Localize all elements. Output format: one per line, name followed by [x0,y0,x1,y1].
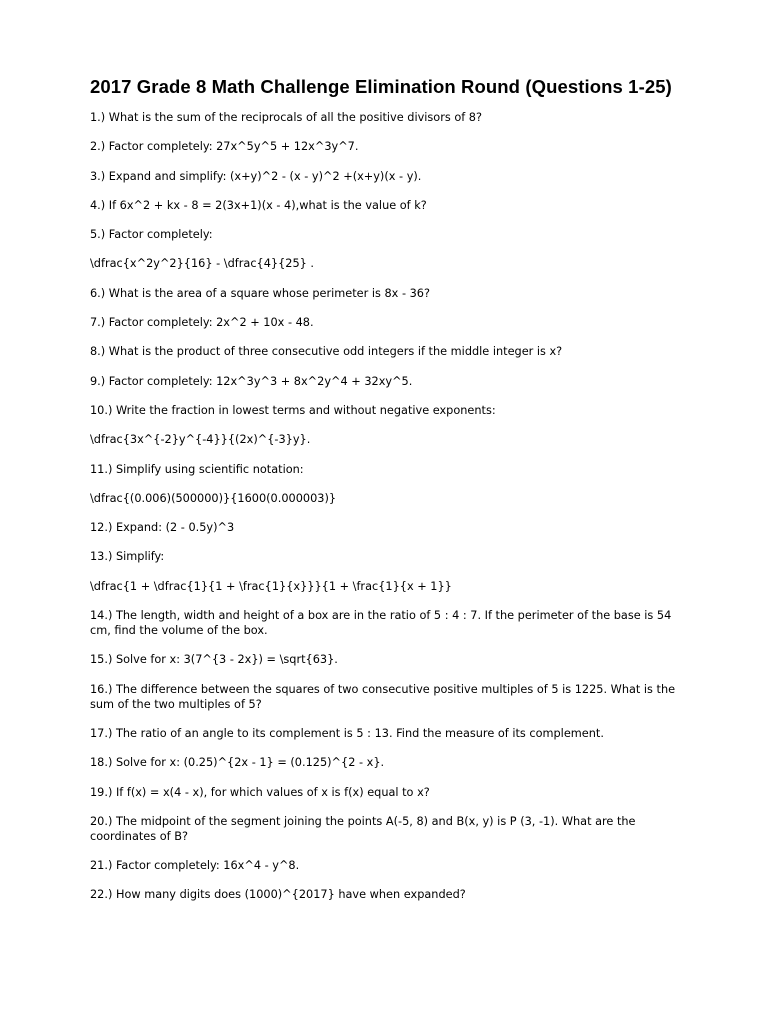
question-line: 20.) The midpoint of the segment joining the points A(-5, 8) and B(x, y) is P (3, -1). What are the coordinates of B? [90,814,640,843]
question-line: 11.) Simplify using scientific notation: [90,462,304,476]
formula-line: \dfrac{x^2y^2}{16} - \dfrac{4}{25} . [90,257,315,271]
question-line: 9.) Factor completely: 12x^3y^3 + 8x^2y^4 + 32xy^5. [90,374,413,388]
question-line: 13.) Simplify: [90,550,165,564]
question-line: 17.) The ratio of an angle to its complement is 5 : 13. Find the measure of its complement. [90,726,604,740]
question-line: 3.) Expand and simplify: (x+y)^2 - (x - y)^2 +(x+y)(x - y). [90,169,422,183]
question-line: 15.) Solve for x: 3(7^{3 - 2x}) = \sqrt{63}. [90,653,338,667]
question-line: 7.) Factor completely: 2x^2 + 10x - 48. [90,316,314,330]
question-line: 19.) If f(x) = x(4 - x), for which values of x is f(x) equal to x? [90,785,430,799]
question-line: 21.) Factor completely: 16x^4 - y^8. [90,859,300,873]
question-line: 16.) The difference between the squares of two consecutive positive multiples of 5 is 1225. What is the sum of the two multiples of 5? [90,682,679,711]
question-line: 6.) What is the area of a square whose perimeter is 8x - 36? [90,286,430,300]
question-line: 2.) Factor completely: 27x^5y^5 + 12x^3y^7. [90,140,359,154]
question-line: 1.) What is the sum of the reciprocals of all the positive divisors of 8? [90,111,482,124]
question-line: 18.) Solve for x: (0.25)^{2x - 1} = (0.125)^{2 - x}. [90,756,385,770]
question-line: 14.) The length, width and height of a box are in the ratio of 5 : 4 : 7. If the perimeter of the base is 54 cm, find the volume of the box. [90,609,675,638]
formula-line: \dfrac{(0.006)(500000)}{1600(0.000003)} [90,491,337,505]
question-line: 12.) Expand: (2 - 0.5y)^3 [90,521,235,535]
question-line: 4.) If 6x^2 + kx - 8 = 2(3x+1)(x - 4),what is the value of k? [90,198,427,212]
question-line: 22.) How many digits does (1000)^{2017} have when expanded? [90,888,466,902]
question-line: 10.) Write the fraction in lowest terms and without negative exponents: [90,403,496,417]
formula-line: \dfrac{3x^{-2}y^{-4}}{(2x)^{-3}y}. [90,433,311,447]
question-list [90,110,688,902]
document-title: 2017 Grade 8 Math Challenge Elimination Round (Questions 1-25) [90,76,672,97]
question-line: 5.) Factor completely: [90,228,213,242]
question-line: 8.) What is the product of three consecutive odd integers if the middle integer is x? [90,345,563,359]
formula-line: \dfrac{1 + \dfrac{1}{1 + \frac{1}{x}}}{1 + \frac{1}{x + 1}} [90,579,452,593]
